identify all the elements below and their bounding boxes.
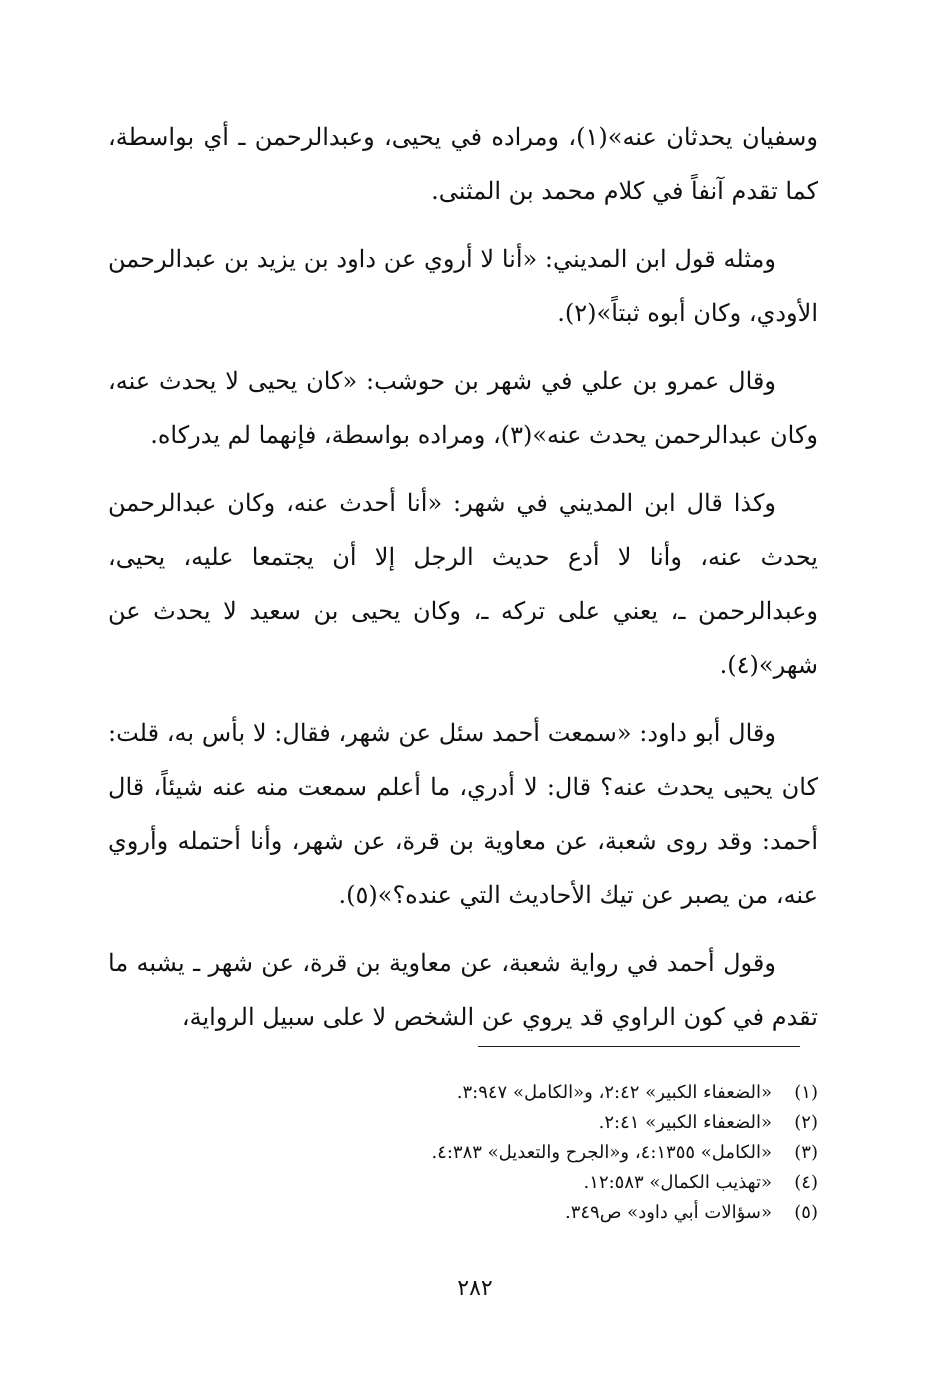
paragraph-5 [108,706,818,922]
paragraph-text: ومثله قول ابن المديني: «أنا لا أروي عن داود بن يزيد بن عبدالرحمن الأودي، وكان أبوه ثبتاً»(٢). [108,245,818,327]
paragraph-2 [108,232,818,340]
paragraph-3 [108,354,818,462]
paragraph-4 [108,476,818,692]
paragraph-6 [108,936,818,1044]
paragraph-text: وسفيان يحدثان عنه»(١)، ومراده في يحيى، وعبدالرحمن ـ أي بواسطة، كما تقدم آنفاً في كلام محمد بن المثنى. [108,123,818,205]
main-text [108,110,818,1058]
footnote-number: (٤) [794,1172,818,1193]
footnote-1 [300,1078,818,1108]
paragraph-text: وقول أحمد في رواية شعبة، عن معاوية بن قرة، عن شهر ـ يشبه ما تقدم في كون الراوي قد يروي عن الشخص لا على سبيل الرواية، [108,949,818,1031]
footnote-4 [300,1168,818,1198]
paragraph-text: وقال أبو داود: «سمعت أحمد سئل عن شهر، فقال: لا بأس به، قلت: كان يحيى يحدث عنه؟ قال: لا أدري، ما أعلم سمعت منه عنه شيئاً، قال أحمد: وقد روى شعبة، عن معاوية بن قرة، عن شهر، وأنا أحتمله وأروي عنه، من يصبر عن تيك الأحاديث التي عنده؟»(٥). [108,719,818,909]
footnote-text: «الكامل» ٤:١٣٥٥، و«الجرح والتعديل» ٤:٣٨٣. [431,1142,772,1163]
footnote-divider [478,1046,800,1047]
footnote-5 [300,1198,818,1228]
page-number: ٢٨٢ [457,1276,493,1301]
footnote-text: «تهذيب الكمال» ١٢:٥٨٣. [583,1172,772,1193]
footnote-number: (١) [794,1082,818,1103]
footnotes [300,1078,818,1228]
footnote-number: (٣) [794,1142,818,1163]
footnote-3 [300,1138,818,1168]
footnote-number: (٢) [794,1112,818,1133]
footnote-text: «سؤالات أبي داود» ص٣٤٩. [564,1202,772,1223]
paragraph-text: وكذا قال ابن المديني في شهر: «أنا أحدث عنه، وكان عبدالرحمن يحدث عنه، وأنا لا أدع حديث الرجل إلا أن يجتمعا عليه، يحيى، وعبدالرحمن ـ، يعني على تركه ـ، وكان يحيى بن سعيد لا يحدث عن شهر»(٤). [108,489,818,679]
paragraph-1 [108,110,818,218]
footnote-text: «الضعفاء الكبير» ٢:٤٢، و«الكامل» ٣:٩٤٧. [456,1082,772,1103]
paragraph-text: وقال عمرو بن علي في شهر بن حوشب: «كان يحيى لا يحدث عنه، وكان عبدالرحمن يحدث عنه»(٣)، ومراده بواسطة، فإنهما لم يدركاه. [108,367,818,449]
footnote-text: «الضعفاء الكبير» ٢:٤١. [598,1112,772,1133]
footnote-number: (٥) [794,1202,818,1223]
footnote-2 [300,1108,818,1138]
